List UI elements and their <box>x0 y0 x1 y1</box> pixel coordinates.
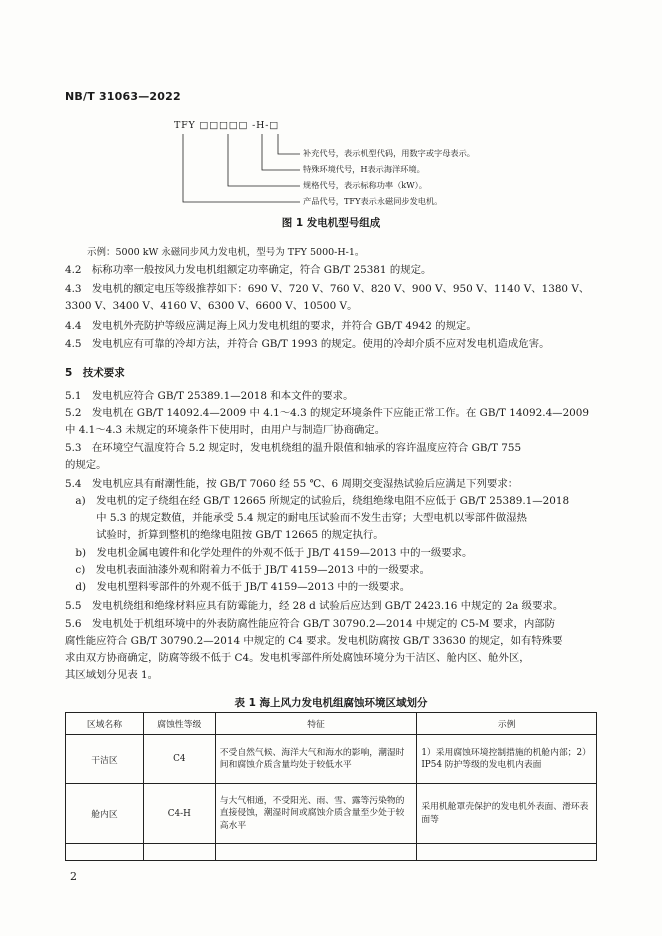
clause-5-2-cont: 中 4.1～4.3 未规定的环境条件下使用时，由用户与制造厂协商确定。 <box>65 424 386 436</box>
table-header-row <box>66 713 597 735</box>
clause-4-5: 4.5 发电机应有可靠的冷却方法，并符合 GB/T 1993 的规定。使用的冷却介质不应对发电机造成危害。 <box>65 338 550 350</box>
clause-5-6-cont3: 其区域划分见表 1。 <box>65 669 159 681</box>
table-row <box>66 784 597 844</box>
example-note: 示例：5000 kW 永磁同步风力发电机，型号为 TFY 5000-H-1。 <box>87 247 365 258</box>
table-caption: 表 1 海上风力发电机组腐蚀环境区域划分 <box>234 697 428 709</box>
header-zone-name: 区域名称 <box>66 713 144 735</box>
clause-5-2: 5.2 发电机在 GB/T 14092.4—2009 中 4.1～4.3 的规定环境条件下应能正常工作。在 GB/T 14092.4—2009 <box>65 407 590 419</box>
header-example: 示例 <box>417 713 597 735</box>
clause-5-4-a: a) 发电机的定子绕组在经 GB/T 12665 所规定的试验后，绕组绝缘电阻不应低于 GB/T 25389.1—2018 <box>65 495 570 507</box>
clause-5-6: 5.6 发电机处于机组环境中的外表防腐性能应符合 GB/T 30790.2—2014 中规定的 C5-M 要求，内部防 <box>65 618 556 630</box>
page-number: 2 <box>70 870 77 883</box>
clause-5-4-d: d) 发电机塑料零部件的外观不低于 JB/T 4159—2013 中的一级要求。 <box>65 581 411 593</box>
leader-line-product <box>183 134 300 202</box>
clause-5-1: 5.1 发电机应符合 GB/T 25389.1—2018 和本文件的要求。 <box>65 390 354 402</box>
figure-label-environment: 特殊环境代号，H表示海洋环境。 <box>303 164 425 174</box>
clause-5-4-b: b) 发电机金属电镀件和化学处理件的外观不低于 JB/T 4159—2013 中的一级要求。 <box>65 547 473 559</box>
corrosion-zone-table <box>65 712 597 861</box>
leader-line-rating <box>228 134 300 186</box>
figure-caption: 图 1 发电机型号组成 <box>281 217 381 229</box>
section-5-title: 5 技术要求 <box>65 367 125 379</box>
clause-4-3: 4.3 发电机的额定电压等级推荐如下：690 V、720 V、760 V、820 V、900 V、950 V、1140 V、1380 V、 <box>65 283 590 295</box>
model-code-pattern: TFY □□□□□ -H-□ <box>174 120 279 131</box>
leader-line-environment <box>262 134 300 170</box>
clause-5-6-cont2: 求由双方协商确定，防腐等级不低于 C4。发电机零部件所处腐蚀环境分为干洁区、舱内区、舱外区， <box>65 652 530 664</box>
header-feature: 特征 <box>215 713 417 735</box>
cell-feature: 不受自然气候、海洋大气和海水的影响，潮湿时间和腐蚀介质含量均处于较低水平 <box>215 735 417 784</box>
clause-5-3: 5.3 在环境空气温度符合 5.2 规定时，发电机绕组的温升限值和轴承的容许温度应符合 GB/T 755 <box>65 442 522 454</box>
clause-5-4-a-cont1: 中 5.3 的规定数值，并能承受 5.4 规定的耐电压试验而不发生击穿；大型电机以零部件做湿热 <box>65 512 527 524</box>
table-row-continued <box>66 844 597 861</box>
figure-label-product: 产品代号，TFY表示永磁同步发电机。 <box>303 196 443 206</box>
table-row <box>66 735 597 784</box>
cell-grade: C4-H <box>143 784 215 844</box>
cell-example: 1）采用腐蚀环境控制措施的机舱内部；2）IP54 防护等级的发电机内表面 <box>417 735 597 784</box>
clause-4-3-cont: 3300 V、3400 V、4160 V、6300 V、6600 V、10500 V。 <box>65 300 358 312</box>
cell-example: 采用机舱罩壳保护的发电机外表面、滑环表面等 <box>417 784 597 844</box>
cell-grade: C4 <box>143 735 215 784</box>
clause-5-4-c: c) 发电机表面油漆外观和附着力不低于 JB/T 4159—2013 中的一级要求。 <box>65 564 431 576</box>
clause-5-6-cont1: 腐性能应符合 GB/T 30790.2—2014 中规定的 C4 要求。发电机防腐按 GB/T 33630 的规定，如有特殊要 <box>65 635 563 647</box>
cell-zone-name: 干洁区 <box>66 735 144 784</box>
clause-5-4-a-cont2: 试验时，折算到整机的绝缘电阻按 GB/T 12665 的规定执行。 <box>65 529 384 541</box>
clause-5-3-cont: 的规定。 <box>65 459 107 471</box>
leader-line-supplement <box>278 134 300 154</box>
clause-5-4: 5.4 发电机应具有耐潮性能，按 GB/T 7060 经 55 ℃、6 周期交变湿热试验后应满足下列要求： <box>65 478 519 490</box>
clause-4-2: 4.2 标称功率一般按风力发电机组额定功率确定，符合 GB/T 25381 的规定。 <box>65 264 432 276</box>
cell-feature: 与大气相通，不受阳光、雨、雪、露等污染物的直接侵蚀，潮湿时间或腐蚀介质含量至少处于较高水平 <box>215 784 417 844</box>
figure-label-rating: 规格代号，表示标称功率（kW）。 <box>303 180 427 190</box>
standard-number-header: NB/T 31063—2022 <box>65 90 181 103</box>
clause-4-4: 4.4 发电机外壳防护等级应满足海上风力发电机组的要求，并符合 GB/T 4942 的规定。 <box>65 320 477 332</box>
figure-label-supplement: 补充代号，表示机型代码，用数字或字母表示。 <box>303 148 475 158</box>
clause-5-5: 5.5 发电机绕组和绝缘材料应具有防霉能力，经 28 d 试验后应达到 GB/T 2423.16 中规定的 2a 级要求。 <box>65 600 564 612</box>
header-corrosivity-grade: 腐蚀性等级 <box>143 713 215 735</box>
cell-zone-name: 舱内区 <box>66 784 144 844</box>
